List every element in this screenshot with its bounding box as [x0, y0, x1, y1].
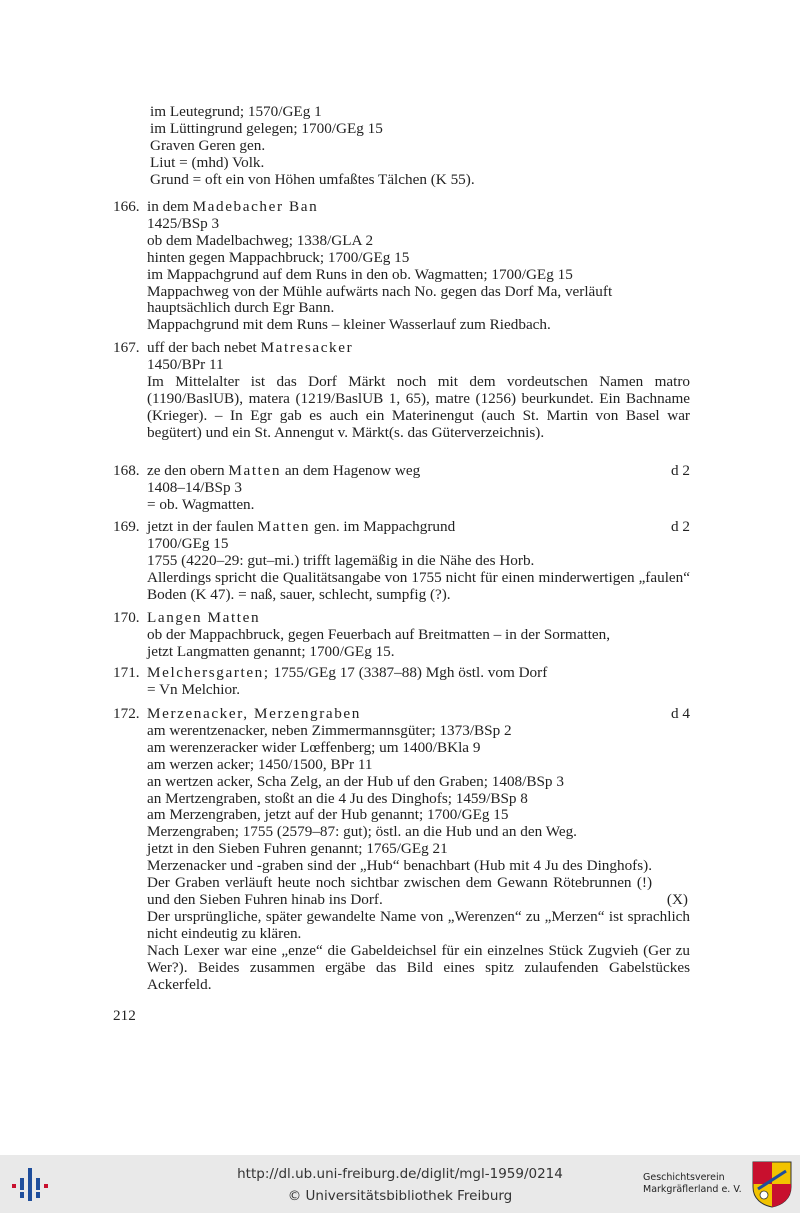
entry-body: [147, 216, 690, 334]
entry-170: [113, 610, 690, 661]
entry-body: [147, 480, 690, 514]
heading-text: gen. im Mappachgrund: [310, 518, 456, 535]
place-name: Melchersgarten;: [147, 664, 270, 681]
entry-number: 171.: [113, 664, 140, 681]
grid-reference: d 2: [671, 518, 690, 535]
entry-line: 1700/GEg 15: [147, 534, 229, 552]
entry-number: 170.: [113, 609, 140, 626]
entry-line: an wertzen acker, Scha Zelg, an der Hub uf den Graben; 1408/BSp 3: [147, 772, 564, 790]
place-name: Madebacher Ban: [192, 198, 319, 215]
paragraph-with-mark: [147, 858, 690, 909]
entry-paragraph: Der ursprüngliche, später gewandelte Name von „Werenzen“ zu „Merzen“ ist sprachlich nicht eindeutig zu klären.: [147, 907, 690, 942]
entry-171: [113, 665, 690, 699]
entry-heading: [113, 610, 690, 627]
entry-body: [147, 357, 690, 442]
entry-heading: [113, 463, 690, 480]
entry-number: 169.: [113, 518, 140, 535]
entry-line: 1408–14/BSp 3: [147, 478, 242, 496]
entry-line: im Mappachgrund auf dem Runs in den ob. Wagmatten; 1700/GEg 15: [147, 265, 573, 283]
entry-body: [147, 682, 690, 699]
coat-of-arms-icon[interactable]: [750, 1159, 794, 1209]
entry-line: ob dem Madelbachweg; 1338/GLA 2: [147, 231, 374, 249]
intro-line: Liut = (mhd) Volk.: [150, 153, 265, 171]
heading-text: uff der bach nebet: [147, 339, 261, 356]
intro-line: Grund = oft ein von Höhen umfaßtes Tälchen (K 55).: [150, 170, 475, 188]
entry-line: hinten gegen Mappachbruck; 1700/GEg 15: [147, 248, 410, 266]
place-name: Langen Matten: [147, 609, 261, 626]
entry-line: am Merzengraben, jetzt auf der Hub genannt; 1700/GEg 15: [147, 806, 509, 824]
map-marker: (X): [666, 890, 688, 908]
entry-heading: [113, 665, 690, 682]
permalink-url[interactable]: http://dl.ub.uni-freiburg.de/diglit/mgl-1959/0214: [237, 1166, 563, 1182]
entry-body: [147, 723, 690, 994]
entry-166: [113, 199, 690, 334]
entry-line: = Vn Melchior.: [147, 680, 241, 698]
place-name: Merzenacker, Merzengraben: [147, 705, 361, 722]
intro-line: im Leutegrund; 1570/GEg 1: [150, 103, 322, 120]
entry-172: [113, 706, 690, 993]
entry-line: ob der Mappachbruck, gegen Feuerbach auf Breitmatten – in der Sormatten,: [147, 625, 611, 643]
entry-line: jetzt Langmatten genannt; 1700/GEg 15.: [147, 642, 395, 660]
entry-body: [147, 536, 690, 604]
heading-text: jetzt in der faulen: [147, 518, 258, 535]
heading-text: 1755/GEg 17 (3387–88) Mgh östl. vom Dorf: [269, 664, 548, 681]
entry-number: 167.: [113, 339, 140, 356]
entry-line: an Mertzengraben, stoßt an die 4 Ju des Dinghofs; 1459/BSp 8: [147, 789, 528, 807]
entry-heading: [113, 340, 690, 357]
entry-168: [113, 463, 690, 514]
entry-line: Merzengraben; 1755 (2579–87: gut); östl. an die Hub und an den Weg.: [147, 823, 577, 841]
grid-reference: d 2: [671, 462, 690, 479]
entry-line: Mappachweg von der Mühle aufwärts nach No. gegen das Dorf Ma, verläuft: [147, 282, 613, 300]
entry-number: 166.: [113, 198, 140, 215]
entry-number: 172.: [113, 705, 140, 722]
heading-text: an dem Hagenow weg: [281, 462, 421, 479]
viewer-footer: [0, 1155, 800, 1213]
entry-line: = ob. Wagmatten.: [147, 495, 255, 513]
intro-block: [150, 104, 690, 189]
entry-heading: [113, 706, 690, 723]
page-number: 212: [113, 1007, 136, 1024]
entry-body: [147, 627, 690, 661]
heading-text: in dem: [147, 198, 193, 215]
entry-line: am werzen acker; 1450/1500, BPr 11: [147, 755, 373, 773]
entry-paragraph: Merzenacker und -graben sind der „Hub“ benachbart (Hub mit 4 Ju des Dinghofs). Der Graben verläuft heute noch sichtbar zwischen dem Gewann Rötebrunnen (!) und den Sieben Fuhren hinab ins Dorf.: [147, 857, 652, 908]
entry-line: 1425/BSp 3: [147, 214, 220, 232]
copyright-notice: © Universitätsbibliothek Freiburg: [287, 1188, 513, 1204]
entry-line: hauptsächlich durch Egr Bann.: [147, 299, 335, 317]
society-line: Geschichtsverein: [643, 1172, 725, 1183]
entry-167: [113, 340, 690, 441]
entry-line: Mappachgrund mit dem Runs – kleiner Wasserlauf zum Riedbach.: [147, 316, 551, 334]
entry-line: 1755 (4220–29: gut–mi.) trifft lagemäßig in die Nähe des Horb.: [147, 551, 535, 569]
society-name: [643, 1172, 742, 1196]
heading-text: ze den obern: [147, 462, 229, 479]
place-name: Matten: [228, 462, 282, 479]
entry-paragraph: Im Mittelalter ist das Dorf Märkt noch mit dem vordeutschen Namen matro (1190/BaslUB), matera (1219/BaslUB 1, 65), matre (1256) beurkundet. Ein Bachname (Krieger). – In Egr gab es auch ein Materinengut (auch St. Martin von Basel war begütert) und ein St. Annengut v. Märkt(s. das Güterverzeichnis).: [147, 372, 690, 441]
society-line: Markgräflerland e. V.: [643, 1184, 742, 1195]
entry-line: am werenzeracker wider Lœffenberg; um 1400/BKla 9: [147, 738, 481, 756]
place-name: Matresacker: [260, 339, 354, 356]
grid-reference: d 4: [671, 705, 690, 722]
entry-line: am werentzenacker, neben Zimmermannsgüter; 1373/BSp 2: [147, 721, 512, 739]
entry-169: [113, 519, 690, 604]
place-name: Matten: [257, 518, 311, 535]
entry-line: jetzt in den Sieben Fuhren genannt; 1765/GEg 21: [147, 840, 448, 858]
entry-number: 168.: [113, 462, 140, 479]
entry-paragraph: Allerdings spricht die Qualitätsangabe von 1755 nicht für einen minderwertigen „faulen“ Boden (K 47). = naß, sauer, schlecht, sumpfig (?).: [147, 568, 690, 603]
entry-heading: [113, 519, 690, 536]
entry-line: 1450/BPr 11: [147, 355, 224, 373]
intro-line: Graven Geren gen.: [150, 136, 266, 154]
entry-heading: [113, 199, 690, 216]
intro-line: im Lüttingrund gelegen; 1700/GEg 15: [150, 119, 383, 137]
entry-paragraph: Nach Lexer war eine „enze“ die Gabeldeichsel für ein einzelnes Stück Zugvieh (Ger zu Wer?). Beides zusammen ergäbe das Bild eines spitz zulaufenden Gabelstückes Ackerfeld.: [147, 941, 690, 993]
